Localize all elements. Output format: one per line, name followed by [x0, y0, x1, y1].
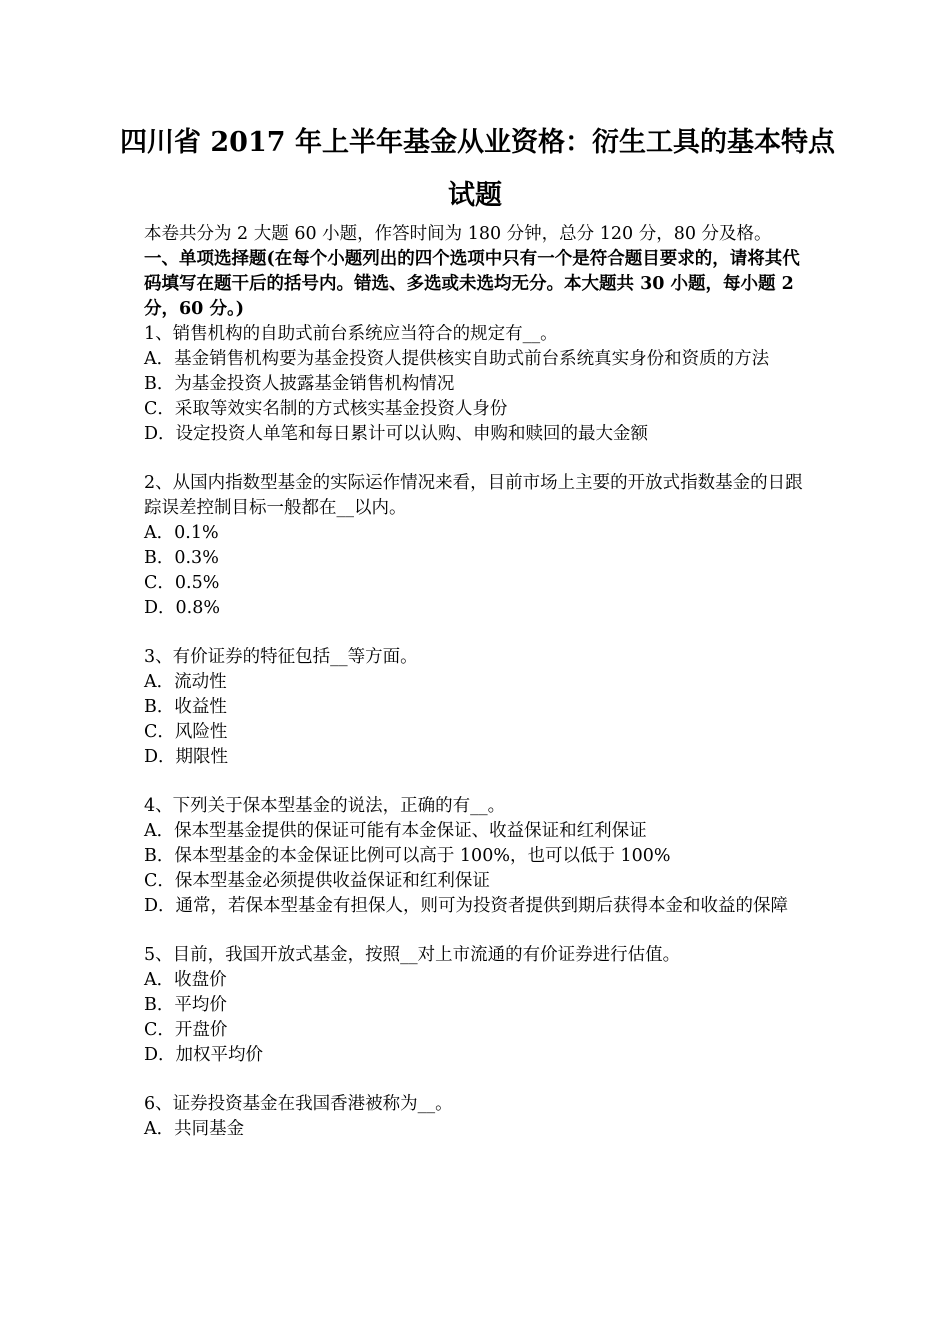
question-option: A．基金销售机构要为基金投资人提供核实自助式前台系统真实身份和资质的方法 — [144, 349, 770, 369]
question-stem: 1、销售机构的自助式前台系统应当符合的规定有__。 — [144, 324, 558, 344]
question-stem: 3、有价证券的特征包括__等方面。 — [144, 647, 418, 667]
question-option: D．通常，若保本型基金有担保人，则可为投资者提供到期后获得本金和收益的保障 — [144, 896, 789, 916]
question-option: A．保本型基金提供的保证可能有本金保证、收益保证和红利保证 — [144, 821, 647, 841]
question-option: A．流动性 — [144, 672, 227, 692]
question-option: B．为基金投资人披露基金销售机构情况 — [144, 374, 455, 394]
question-5 — [144, 943, 814, 1068]
question-4 — [144, 794, 814, 919]
document-title-line-2: 试题 — [448, 180, 502, 211]
question-option: C．采取等效实名制的方式核实基金投资人身份 — [144, 399, 508, 419]
question-option: A．共同基金 — [144, 1119, 245, 1139]
question-2 — [144, 471, 814, 621]
question-option: A．0.1% — [144, 523, 219, 543]
question-stem: 2、从国内指数型基金的实际运作情况来看，目前市场上主要的开放式指数基金的日跟踪误差控制目标一般都在__以内。 — [144, 473, 803, 518]
question-option: B．收益性 — [144, 697, 227, 717]
question-1 — [144, 322, 814, 447]
question-option: B．0.3% — [144, 548, 219, 568]
question-option: B．平均价 — [144, 995, 227, 1015]
question-option: D．0.8% — [144, 598, 220, 618]
document-title-line-1: 四川省 2017 年上半年基金从业资格：衍生工具的基本特点 — [120, 127, 835, 158]
document-body — [144, 222, 814, 1142]
question-6 — [144, 1092, 814, 1142]
section-heading: 一、单项选择题(在每个小题列出的四个选项中只有一个是符合题目要求的，请将其代码填写在题干后的括号内。错选、多选或未选均无分。本大题共 30 小题，每小题 2 分，60 分。) — [144, 249, 800, 319]
question-option: C．0.5% — [144, 573, 220, 593]
question-option: C．开盘价 — [144, 1020, 228, 1040]
question-option: C．风险性 — [144, 722, 228, 742]
question-option: D．设定投资人单笔和每日累计可以认购、申购和赎回的最大金额 — [144, 424, 649, 444]
question-option: B．保本型基金的本金保证比例可以高于 100%，也可以低于 100% — [144, 846, 671, 866]
question-stem: 5、目前，我国开放式基金，按照__对上市流通的有价证券进行估值。 — [144, 945, 681, 965]
question-stem: 6、证券投资基金在我国香港被称为__。 — [144, 1094, 453, 1114]
question-option: D．期限性 — [144, 747, 229, 767]
question-option: D．加权平均价 — [144, 1045, 264, 1065]
question-option: C．保本型基金必须提供收益保证和红利保证 — [144, 871, 490, 891]
exam-intro: 本卷共分为 2 大题 60 小题，作答时间为 180 分钟，总分 120 分，80 分及格。 — [144, 224, 772, 244]
question-3 — [144, 645, 814, 770]
question-stem: 4、下列关于保本型基金的说法，正确的有__。 — [144, 796, 506, 816]
question-option: A．收盘价 — [144, 970, 227, 990]
